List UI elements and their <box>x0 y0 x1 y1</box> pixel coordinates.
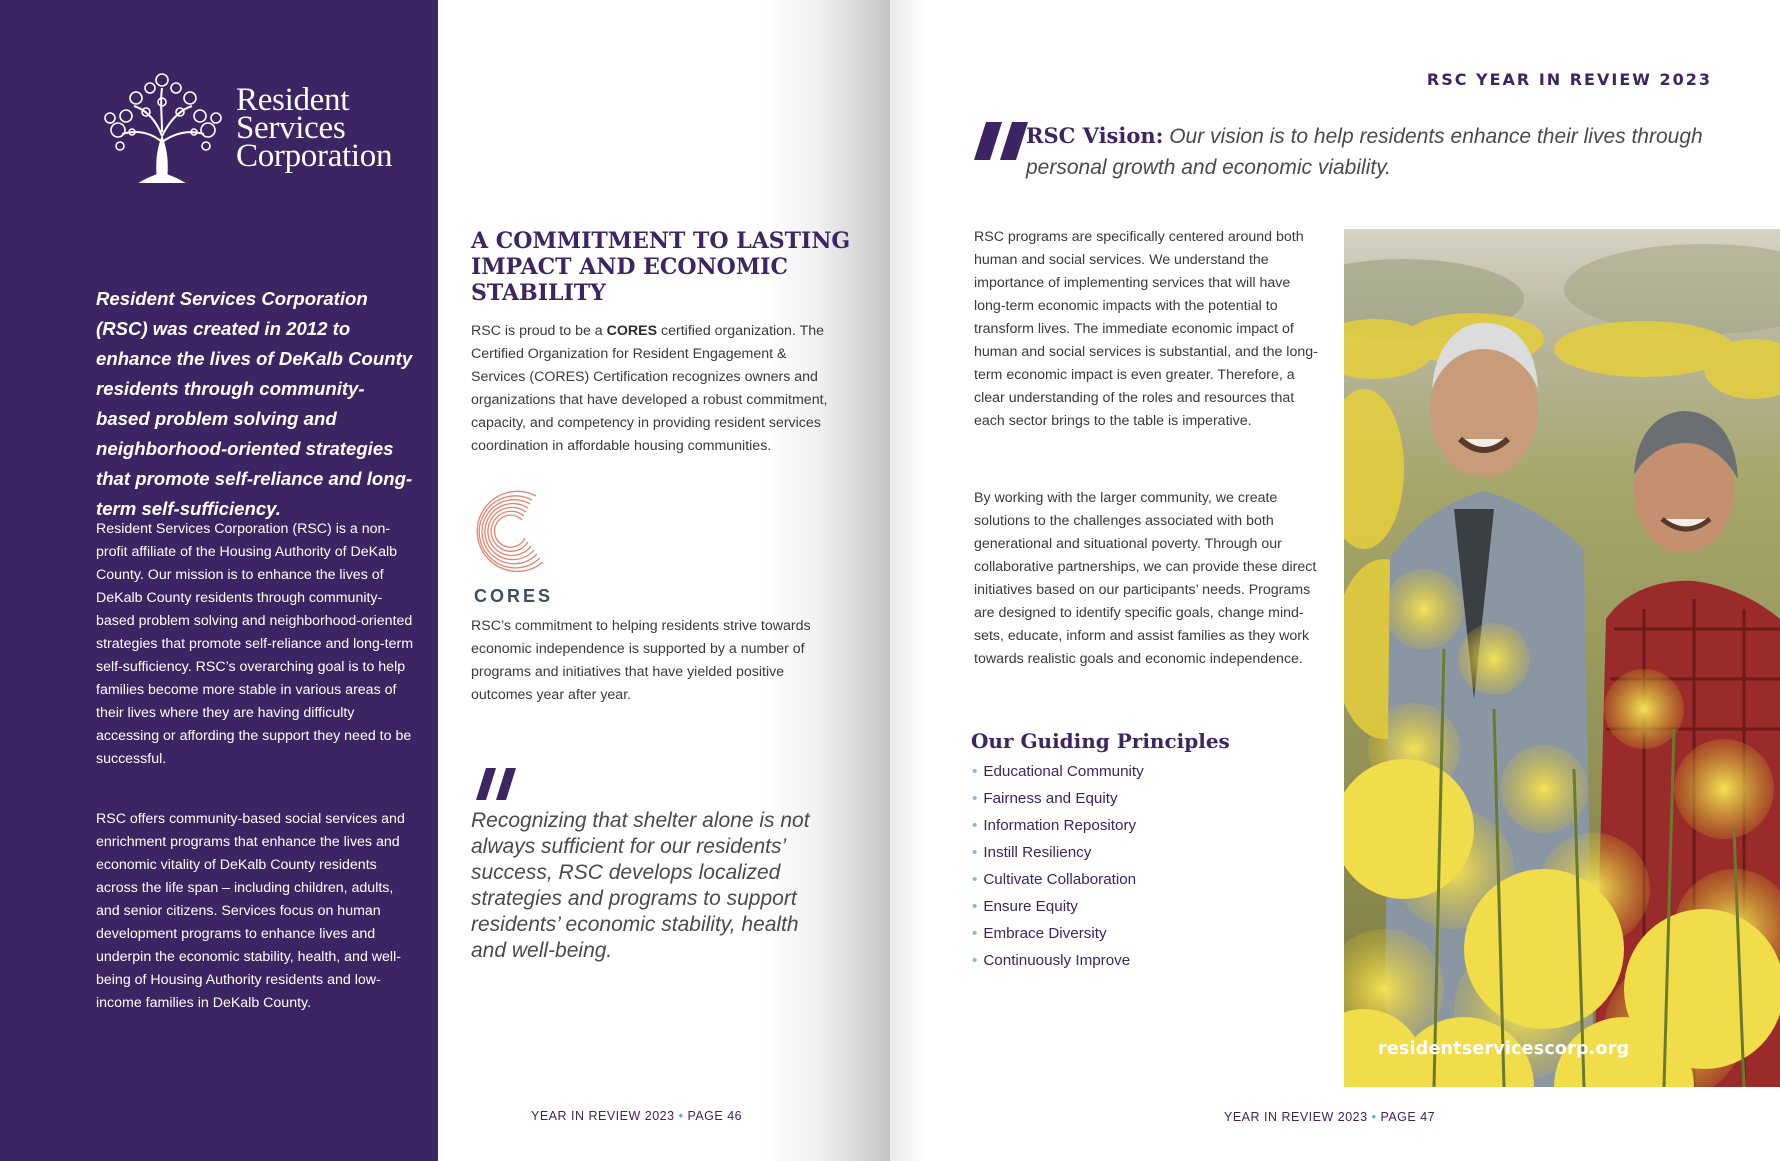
rsc-logo <box>96 72 392 184</box>
logo-line-3: Corporation <box>236 138 393 174</box>
list-item <box>972 839 1144 866</box>
list-item <box>972 866 1144 893</box>
cores-logo <box>470 490 560 606</box>
footer-page-number: PAGE 47 <box>1380 1110 1436 1124</box>
principle-label: Fairness and Equity <box>983 790 1118 807</box>
cores-arcs-icon <box>470 490 546 586</box>
bullet: • <box>972 952 978 969</box>
principles-heading: Our Guiding Principles <box>971 729 1230 753</box>
community-paragraph: By working with the larger community, we create solutions to the challenges associated with both generational and situational poverty. Through our collaborative partnerships, we can provide these direct initiatives based on our participants’ needs. Programs are designed to identify specific goals, change mind-sets, educate, inform and assist families as they work towards realistic goals and economic independence. <box>974 490 1317 667</box>
tree-logo-icon <box>96 72 228 184</box>
purple-sidebar <box>0 0 438 1161</box>
services-paragraph: RSC offers community-based social services and enrichment programs that enhance the lives and economic vitality of DeKalb County residents across the life span – including children, adults, and senior citizens. Services focus on human development programs to enhance lives and underpin the economic stability, health, and well-being of Housing Authority residents and low-income families in DeKalb County. <box>96 811 405 1011</box>
list-item <box>972 785 1144 812</box>
list-item <box>972 947 1144 974</box>
programs-paragraph: RSC programs are specifically centered around both human and social services. We understand the importance of implementing services that will have long-term economic impacts with the potential to transform lives. The immediate economic impact of human and social services is substantial, and the long-term economic impact is even greater. Therefore, a clear understanding of the roles and resources that each sector brings to the table is imperative. <box>974 229 1318 429</box>
footer-page-number: PAGE 46 <box>687 1109 743 1123</box>
logo-wordmark <box>236 82 393 174</box>
shelter-quote: Recognizing that shelter alone is not always sufficient for our residents’ success, RSC develops localized strategies and programs to support residents’ economic stability, health and well-being. <box>471 809 810 962</box>
running-head: RSC YEAR IN REVIEW 2023 <box>1426 70 1712 89</box>
bullet: • <box>972 790 978 807</box>
bullet: • <box>972 898 978 915</box>
principle-label: Cultivate Collaboration <box>983 871 1137 888</box>
vision-text: Our vision is to help residents enhance their lives through personal growth and economic viability. <box>1026 125 1703 179</box>
logo-line-1: Resident <box>236 82 350 118</box>
principle-label: Continuously Improve <box>983 952 1131 969</box>
principle-label: Educational Community <box>983 763 1144 780</box>
bullet: • <box>972 925 978 942</box>
intro-statement: Resident Services Corporation (RSC) was created in 2012 to enhance the lives of DeKalb County residents through community-based problem solving and neighborhood-oriented strategies that promote self-reliance and long-term self-sufficiency. <box>96 288 413 519</box>
commitment-paragraph: RSC’s commitment to helping residents strive towards economic independence is supported by a number of programs and initiatives that have yielded positive outcomes year after year. <box>471 618 811 703</box>
footer-separator: • <box>1371 1110 1377 1124</box>
cores-paragraph <box>471 320 831 458</box>
principle-label: Embrace Diversity <box>983 925 1107 942</box>
cores-bold: CORES <box>606 323 658 339</box>
photo-illustration <box>1344 229 1780 1087</box>
principle-label: Ensure Equity <box>983 898 1078 915</box>
seniors-photo <box>1344 229 1780 1087</box>
cores-wordmark: CORES <box>474 586 554 606</box>
bullet: • <box>972 817 978 834</box>
footer-title: YEAR IN REVIEW 2023 <box>531 1109 675 1123</box>
footer-title: YEAR IN REVIEW 2023 <box>1224 1110 1368 1124</box>
list-item <box>972 893 1144 920</box>
logo-line-2: Services <box>236 110 346 146</box>
website-url[interactable]: residentservicescorp.org <box>1378 1039 1630 1059</box>
bullet: • <box>972 844 978 861</box>
vision-label: RSC Vision: <box>1026 123 1164 148</box>
quote-mark-icon <box>472 764 520 804</box>
footer-separator: • <box>678 1109 684 1123</box>
page-47-footer <box>1224 1110 1435 1124</box>
cores-paragraph-end: certified organization. The Certified Organization for Resident Engagement & Services (CORES) Certification recognizes owners and organizations that have developed a robust commitment, capacity, and competency in providing resident services coordination in affordable housing communities. <box>471 323 828 454</box>
principle-label: Information Repository <box>983 817 1137 834</box>
list-item <box>972 920 1144 947</box>
vision-statement <box>1026 120 1716 183</box>
list-item <box>972 812 1144 839</box>
cores-paragraph-start: RSC is proud to be a <box>471 323 607 339</box>
principle-label: Instill Resiliency <box>983 844 1092 861</box>
page-46-footer <box>531 1109 742 1123</box>
list-item <box>972 758 1144 785</box>
commitment-heading: A COMMITMENT TO LASTING IMPACT AND ECONOMIC STABILITY <box>471 228 851 306</box>
principles-list <box>972 758 1144 974</box>
about-paragraph: Resident Services Corporation (RSC) is a non-profit affiliate of the Housing Authority of DeKalb County. Our mission is to enhance the lives of DeKalb County residents through community-based problem solving and neighborhood-oriented strategies that promote self-reliance and long-term self-sufficiency. RSC’s overarching goal is to help families become more stable in various areas of their lives where they are having difficulty accessing or affording the support they need to be successful. <box>96 521 414 767</box>
bullet: • <box>972 871 978 888</box>
bullet: • <box>972 763 978 780</box>
